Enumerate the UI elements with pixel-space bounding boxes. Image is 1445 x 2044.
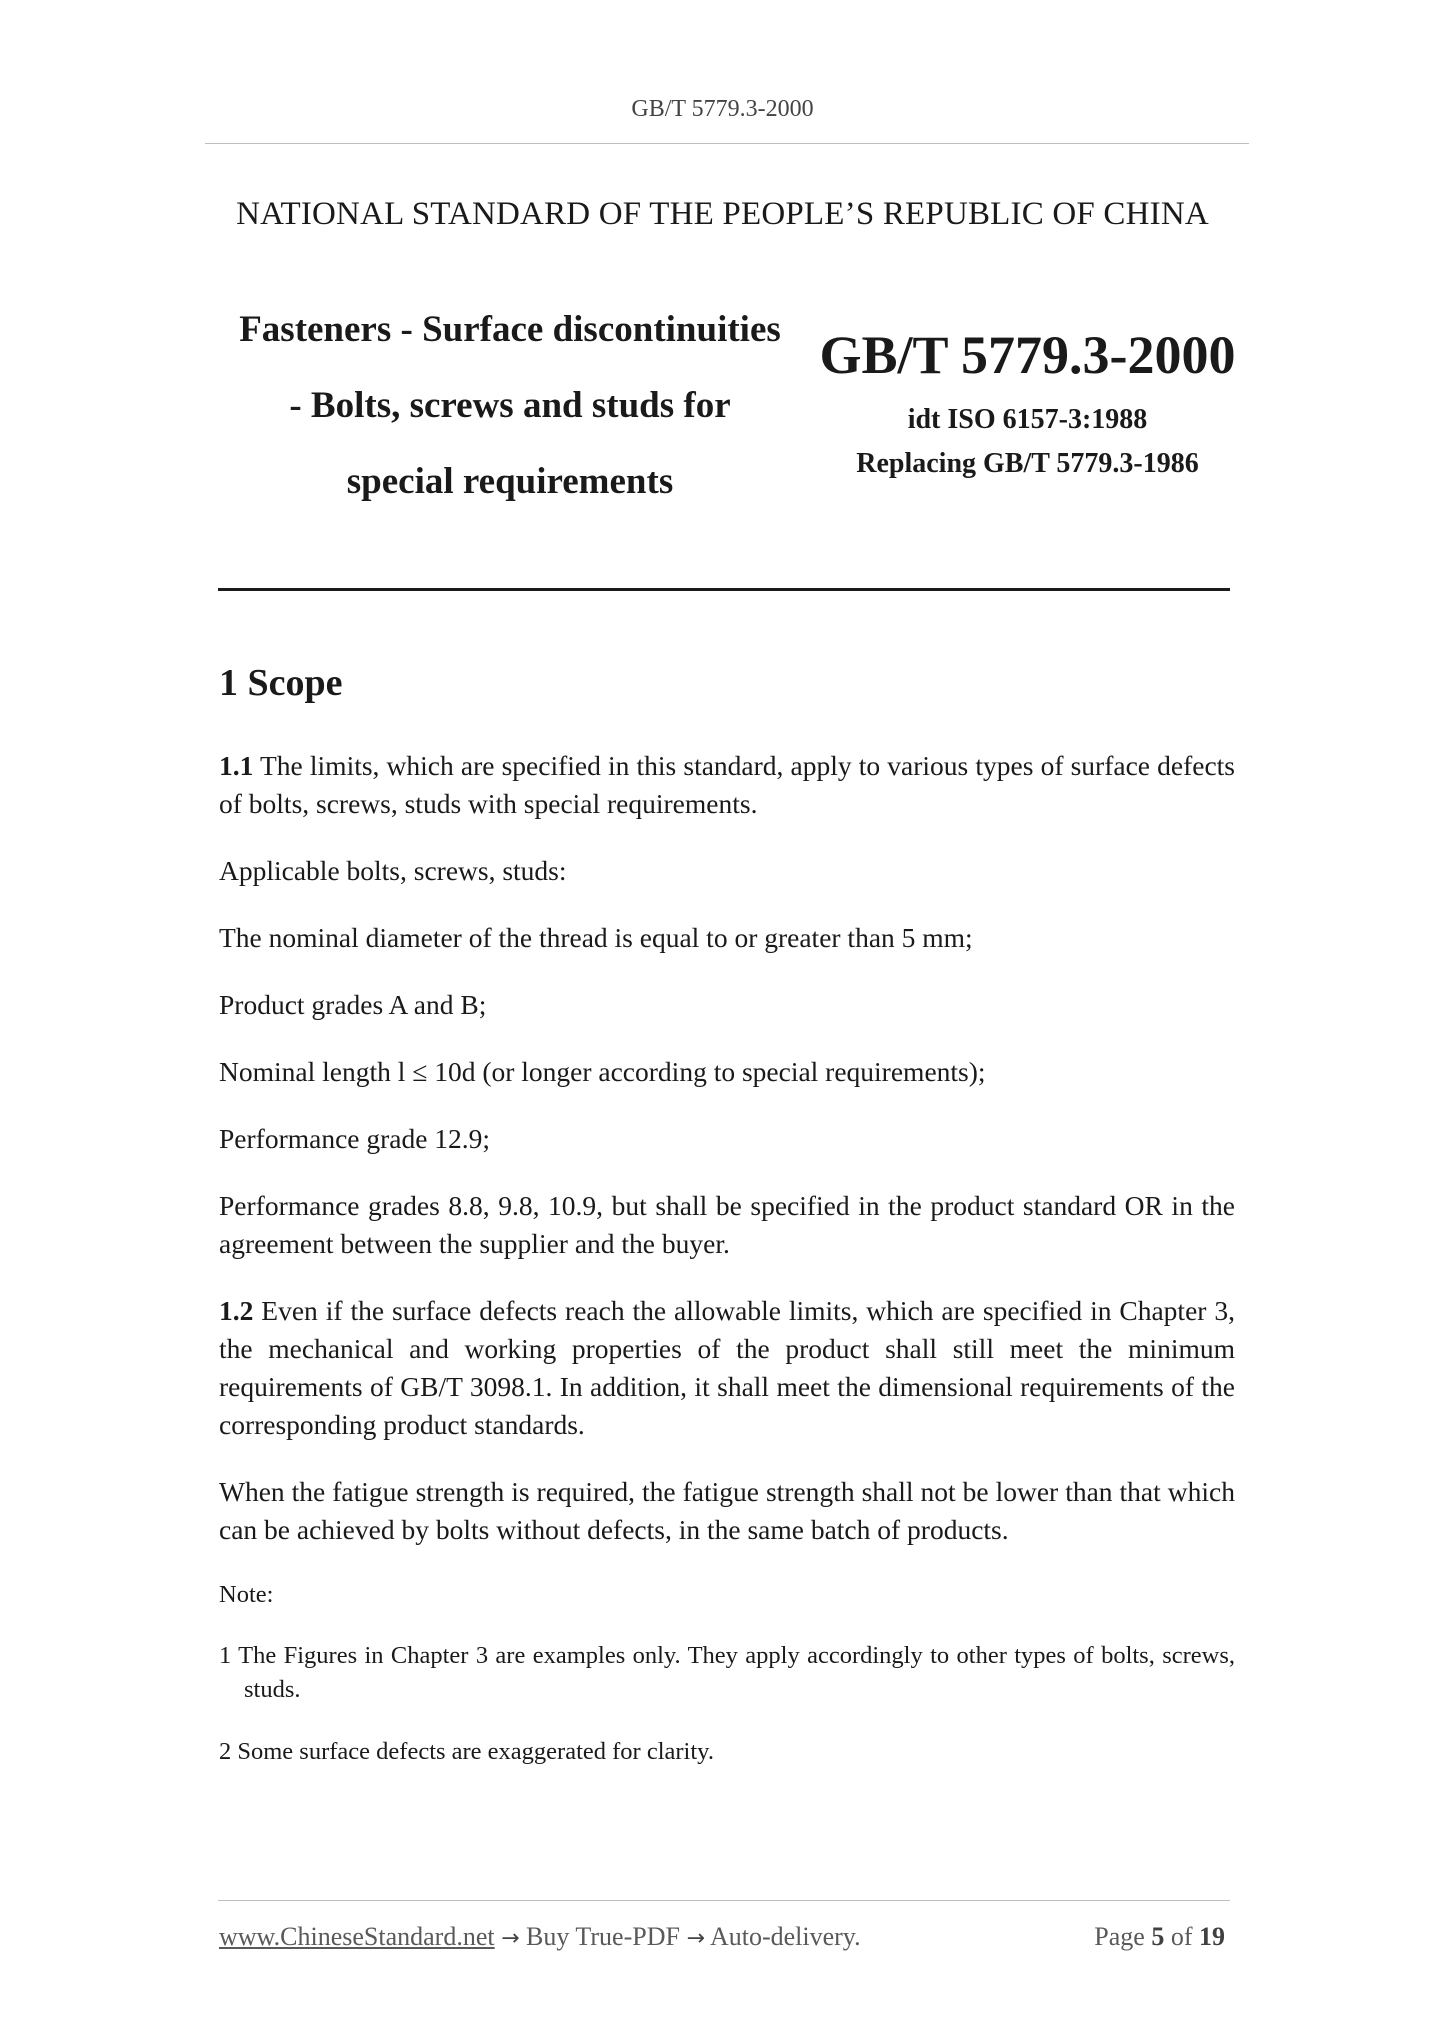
page-total: 19 <box>1199 1922 1225 1951</box>
note-label: Note: <box>219 1581 274 1608</box>
standard-title-line: special requirements <box>346 461 674 502</box>
section-content <box>219 747 1235 1797</box>
footer-divider <box>218 1900 1230 1901</box>
note-item: 1 The Figures in Chapter 3 are examples only. They apply accordingly to other types of bolts, screws, studs. <box>219 1642 1235 1703</box>
website-link[interactable]: www.ChineseStandard.net <box>219 1922 495 1951</box>
paragraph: Nominal length l ≤ 10d (or longer according to special requirements); <box>219 1056 986 1087</box>
page-label: Page <box>1094 1922 1145 1951</box>
note-item: 2 Some surface defects are exaggerated for clarity. <box>219 1738 714 1765</box>
running-header: GB/T 5779.3-2000 <box>631 96 814 122</box>
paragraph: Applicable bolts, screws, studs: <box>219 855 567 886</box>
buy-pdf-text: Buy True-PDF <box>526 1922 680 1951</box>
identical-standard: idt ISO 6157-3:1988 <box>907 404 1148 435</box>
footer-links <box>219 1920 861 1956</box>
paragraph: When the fatigue strength is required, the fatigue strength shall not be lower than that which can be achieved by bolts without defects, in the same batch of products. <box>219 1476 1235 1545</box>
section-heading: 1 Scope <box>219 662 343 704</box>
national-standard-heading: NATIONAL STANDARD OF THE PEOPLE’S REPUBLIC OF CHINA <box>236 196 1209 232</box>
clause-text: Even if the surface defects reach the allowable limits, which are specified in Chapter 3, the mechanical and working properties of the product shall still meet the minimum requirements of GB/T 3098.1. In addition, it shall meet the dimensional requirements of the corresponding product standards. <box>219 1295 1235 1440</box>
paragraph-1-1 <box>219 747 1235 823</box>
clause-text: The limits, which are specified in this standard, apply to various types of surface defects of bolts, screws, studs with special requirements. <box>219 750 1235 819</box>
paragraph-1-2 <box>219 1292 1235 1444</box>
header-divider <box>205 143 1249 144</box>
clause-number: 1.2 <box>219 1295 254 1326</box>
standard-title-line: Fasteners - Surface discontinuities <box>239 309 781 350</box>
clause-number: 1.1 <box>219 750 254 781</box>
auto-delivery-text: Auto-delivery. <box>709 1922 861 1951</box>
arrow-right-icon: → <box>686 1926 705 1951</box>
paragraph: Product grades A and B; <box>219 989 487 1020</box>
replaced-standard: Replacing GB/T 5779.3-1986 <box>856 448 1199 479</box>
page-number <box>1000 1920 1225 1954</box>
paragraph: The nominal diameter of the thread is equal to or greater than 5 mm; <box>219 922 973 953</box>
page-current: 5 <box>1151 1922 1165 1951</box>
paragraph: Performance grades 8.8, 9.8, 10.9, but shall be specified in the product standard OR in the agreement between the supplier and the buyer. <box>219 1190 1235 1259</box>
standard-code: GB/T 5779.3-2000 <box>819 325 1236 385</box>
paragraph: Performance grade 12.9; <box>219 1123 491 1154</box>
arrow-right-icon: → <box>501 1926 520 1951</box>
page-of: of <box>1170 1922 1193 1951</box>
standard-title <box>220 292 800 520</box>
title-divider <box>218 588 1230 591</box>
standard-title-line: - Bolts, screws and studs for <box>289 385 731 426</box>
